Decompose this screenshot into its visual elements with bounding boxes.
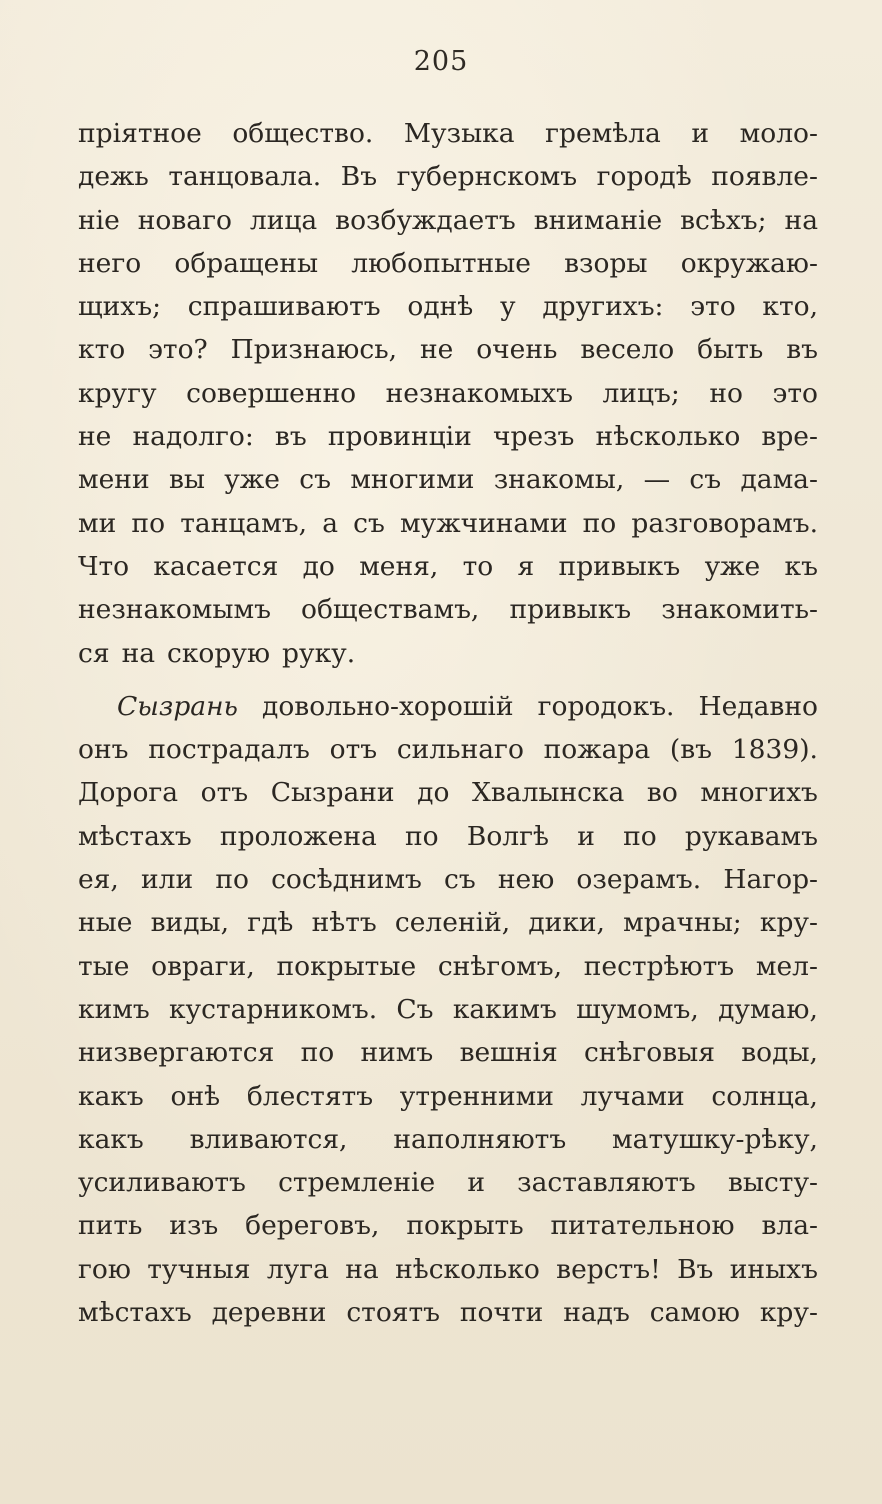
word: почти (459, 1297, 544, 1329)
word: Съ (396, 993, 434, 1025)
word: лучами (580, 1080, 685, 1112)
word: сосѣднимъ (271, 864, 422, 896)
word: провинціи (327, 421, 472, 453)
word: деревни (211, 1297, 327, 1329)
text-line (78, 155, 818, 198)
word: покрытые (276, 950, 417, 982)
word: вливаются, (189, 1123, 348, 1155)
text-line (78, 415, 818, 458)
word: обществамъ, (301, 594, 480, 626)
word: спрашиваютъ (187, 291, 381, 323)
word: шумомъ, (576, 993, 699, 1025)
word: стремленіе (278, 1167, 436, 1199)
word: тые (78, 950, 130, 982)
word: знакомить- (661, 594, 818, 626)
word: солнца, (711, 1080, 818, 1112)
word: верстъ! (556, 1253, 661, 1285)
word: вешнія (459, 1037, 558, 1069)
word: (въ (669, 734, 713, 766)
word: Волгѣ (466, 820, 549, 852)
text-line (78, 588, 818, 631)
word: не (419, 334, 454, 366)
word: пестрѣютъ (583, 950, 735, 982)
word: отъ (200, 777, 249, 809)
word: виды, (150, 907, 230, 939)
word: нѣтъ (311, 907, 377, 939)
word: окружаю- (680, 247, 818, 279)
word: съ (353, 507, 385, 539)
word: на (784, 204, 818, 236)
word: это? (148, 334, 208, 366)
word: Недавно (698, 690, 818, 722)
word: у (500, 291, 516, 323)
word: покрыть (406, 1210, 524, 1242)
word: разговорамъ. (631, 507, 818, 539)
word: Дорога (78, 777, 179, 809)
text-line (78, 858, 818, 901)
word: по (623, 820, 657, 852)
body-text (78, 112, 818, 1334)
word: не (78, 421, 112, 453)
word: однѣ (407, 291, 474, 323)
word: низвергаются (78, 1037, 275, 1069)
word: Сызрани (270, 777, 395, 809)
word: селеній, (394, 907, 511, 939)
word: надъ (563, 1297, 630, 1329)
word: матушку-рѣку, (612, 1123, 818, 1155)
word: въ (274, 421, 307, 453)
word: проложена (219, 820, 377, 852)
word: Что (78, 550, 130, 582)
word: вла- (761, 1210, 818, 1242)
text-line (78, 1291, 818, 1334)
word: Музыка (403, 118, 515, 149)
word: береговъ, (245, 1210, 380, 1242)
word: съ (299, 464, 331, 496)
word: я (517, 550, 535, 582)
text-line (78, 1161, 818, 1204)
word: привыкъ (509, 594, 632, 626)
word: мени (78, 464, 150, 496)
text-line (78, 685, 818, 728)
text-line (78, 901, 818, 944)
word: какъ (78, 1080, 144, 1112)
word: привыкъ (558, 550, 681, 582)
word: гою (78, 1253, 131, 1285)
text-line (78, 632, 818, 675)
word: Признаюсь, (230, 334, 398, 366)
word: него (78, 247, 142, 279)
word: изъ (169, 1210, 219, 1242)
word: незнакомымъ (78, 594, 271, 626)
word: иныхъ (729, 1253, 818, 1285)
word: высту- (727, 1167, 818, 1199)
word: блестятъ (246, 1080, 374, 1112)
word: моло- (739, 118, 818, 149)
page-number: 205 (413, 46, 469, 77)
word: ся (78, 637, 110, 669)
word: ми (78, 507, 117, 539)
word: чрезъ (492, 421, 575, 453)
word: снѣгомъ, (437, 950, 563, 982)
text-line (78, 1248, 818, 1291)
word: мужчинами (399, 507, 568, 539)
word: дама- (740, 464, 818, 496)
text-line (78, 328, 818, 371)
word: нѣсколько (595, 421, 741, 453)
word: но (709, 377, 743, 409)
word: весело (580, 334, 675, 366)
italic-word: Сызрань (117, 690, 238, 722)
text-line (78, 242, 818, 285)
word: пожара (543, 734, 651, 766)
word: на (121, 637, 156, 669)
word: многихъ (700, 777, 818, 809)
word: съ (443, 864, 476, 896)
word: сильнаго (396, 734, 524, 766)
word: гремѣла (545, 118, 661, 149)
word: кимъ (78, 993, 150, 1025)
word: ніе (78, 204, 120, 236)
text-line (78, 988, 818, 1031)
word: онъ (78, 734, 129, 766)
word: общество. (232, 118, 374, 149)
text-line (78, 372, 818, 415)
word: усиливаютъ (78, 1167, 246, 1199)
paragraph (78, 112, 818, 675)
word: ные (78, 907, 133, 939)
text-line (78, 728, 818, 771)
word: какимъ (452, 993, 557, 1025)
text-line (78, 112, 818, 155)
word: кустарникомъ. (168, 993, 378, 1025)
word: обращены (174, 247, 319, 279)
word: и (577, 820, 595, 852)
word: дики, (528, 907, 605, 939)
word: Нагор- (723, 864, 818, 896)
word: кру- (759, 907, 818, 939)
word: кто, (762, 291, 818, 323)
word: пострадалъ (148, 734, 310, 766)
word: какъ (78, 1123, 144, 1155)
text-line (78, 771, 818, 814)
word: мел- (755, 950, 818, 982)
word: самою (649, 1297, 740, 1329)
word: кругу (78, 377, 157, 409)
word: овраги, (151, 950, 255, 982)
word: по (582, 507, 617, 539)
word: танцовала. (168, 161, 322, 193)
paragraph-gap (78, 675, 818, 685)
word: вре- (761, 421, 818, 453)
word: мѣстахъ (78, 820, 192, 852)
word: тучныя (147, 1253, 251, 1285)
word: утренними (399, 1080, 554, 1112)
word: воды, (741, 1037, 818, 1069)
word: по (131, 507, 166, 539)
text-line (78, 285, 818, 328)
word: кто (78, 334, 126, 366)
word: отъ (329, 734, 378, 766)
text-line (78, 1075, 818, 1118)
word: нею (497, 864, 555, 896)
word: быть (697, 334, 764, 366)
word: нимъ (360, 1037, 434, 1069)
word: луга (266, 1253, 329, 1285)
word: Хвалынска (471, 777, 625, 809)
word: и (467, 1167, 485, 1199)
word: взоры (564, 247, 648, 279)
word: съ (689, 464, 722, 496)
word: Въ (340, 161, 378, 193)
word: думаю, (718, 993, 818, 1025)
word: новаго (137, 204, 232, 236)
word: заставляютъ (517, 1167, 696, 1199)
word: снѣговыя (583, 1037, 715, 1069)
word: гдѣ (247, 907, 294, 939)
text-line (78, 545, 818, 588)
word: пить (78, 1210, 143, 1242)
word: вы (168, 464, 205, 496)
word: губернскомъ (396, 161, 578, 193)
word: любопытные (351, 247, 531, 279)
text-line (78, 458, 818, 501)
word: мѣстахъ (78, 1297, 192, 1329)
word: возбуждаетъ (335, 204, 516, 236)
word: стоятъ (346, 1297, 441, 1329)
word: многими (350, 464, 475, 496)
word: и (691, 118, 710, 149)
word: незнакомыхъ (385, 377, 573, 409)
text-line (78, 1031, 818, 1074)
word: то (462, 550, 494, 582)
word: совершенно (186, 377, 357, 409)
text-line (78, 502, 818, 545)
word: наполняютъ (393, 1123, 567, 1155)
word: 1839). (731, 734, 818, 766)
word: во (646, 777, 678, 809)
word: надолго: (132, 421, 254, 453)
word: Въ (677, 1253, 714, 1285)
word: а (322, 507, 338, 539)
word: на (345, 1253, 379, 1285)
word: лица (249, 204, 318, 236)
word: знакомы, (493, 464, 625, 496)
word: городѣ (596, 161, 692, 193)
word: въ (786, 334, 818, 366)
text-line (78, 815, 818, 858)
word: нѣсколько (395, 1253, 540, 1285)
word: по (300, 1037, 335, 1069)
word: очень (476, 334, 558, 366)
word: появле- (711, 161, 818, 193)
word: лицъ; (602, 377, 680, 409)
word: касается (153, 550, 279, 582)
word: довольно-хорошій (262, 690, 514, 722)
word: пріятное (78, 118, 202, 149)
word: руку. (282, 637, 356, 669)
word: вниманіе (533, 204, 663, 236)
word: уже (224, 464, 280, 496)
word: по (405, 820, 439, 852)
word: мрачны; (623, 907, 742, 939)
text-line (78, 1118, 818, 1161)
word: къ (784, 550, 818, 582)
word: рукавамъ (684, 820, 818, 852)
word: по (215, 864, 249, 896)
word: до (302, 550, 335, 582)
paragraph (78, 685, 818, 1334)
word: озерамъ. (576, 864, 702, 896)
word: питательною (550, 1210, 735, 1242)
word: дежь (78, 161, 149, 193)
word: до (417, 777, 450, 809)
word: или (140, 864, 194, 896)
word: — (643, 464, 671, 496)
word: скорую (167, 637, 271, 669)
word: это (772, 377, 818, 409)
word: другихъ: (542, 291, 664, 323)
word: кру- (759, 1297, 818, 1329)
word: уже (704, 550, 761, 582)
text-line (78, 1204, 818, 1247)
word: это (690, 291, 736, 323)
word: ея, (78, 864, 119, 896)
text-line (78, 199, 818, 242)
word: городокъ. (537, 690, 675, 722)
word: щихъ; (78, 291, 162, 323)
word: всѣхъ; (680, 204, 767, 236)
word: меня, (359, 550, 439, 582)
word: онѣ (170, 1080, 221, 1112)
text-line (78, 945, 818, 988)
word: танцамъ, (180, 507, 308, 539)
